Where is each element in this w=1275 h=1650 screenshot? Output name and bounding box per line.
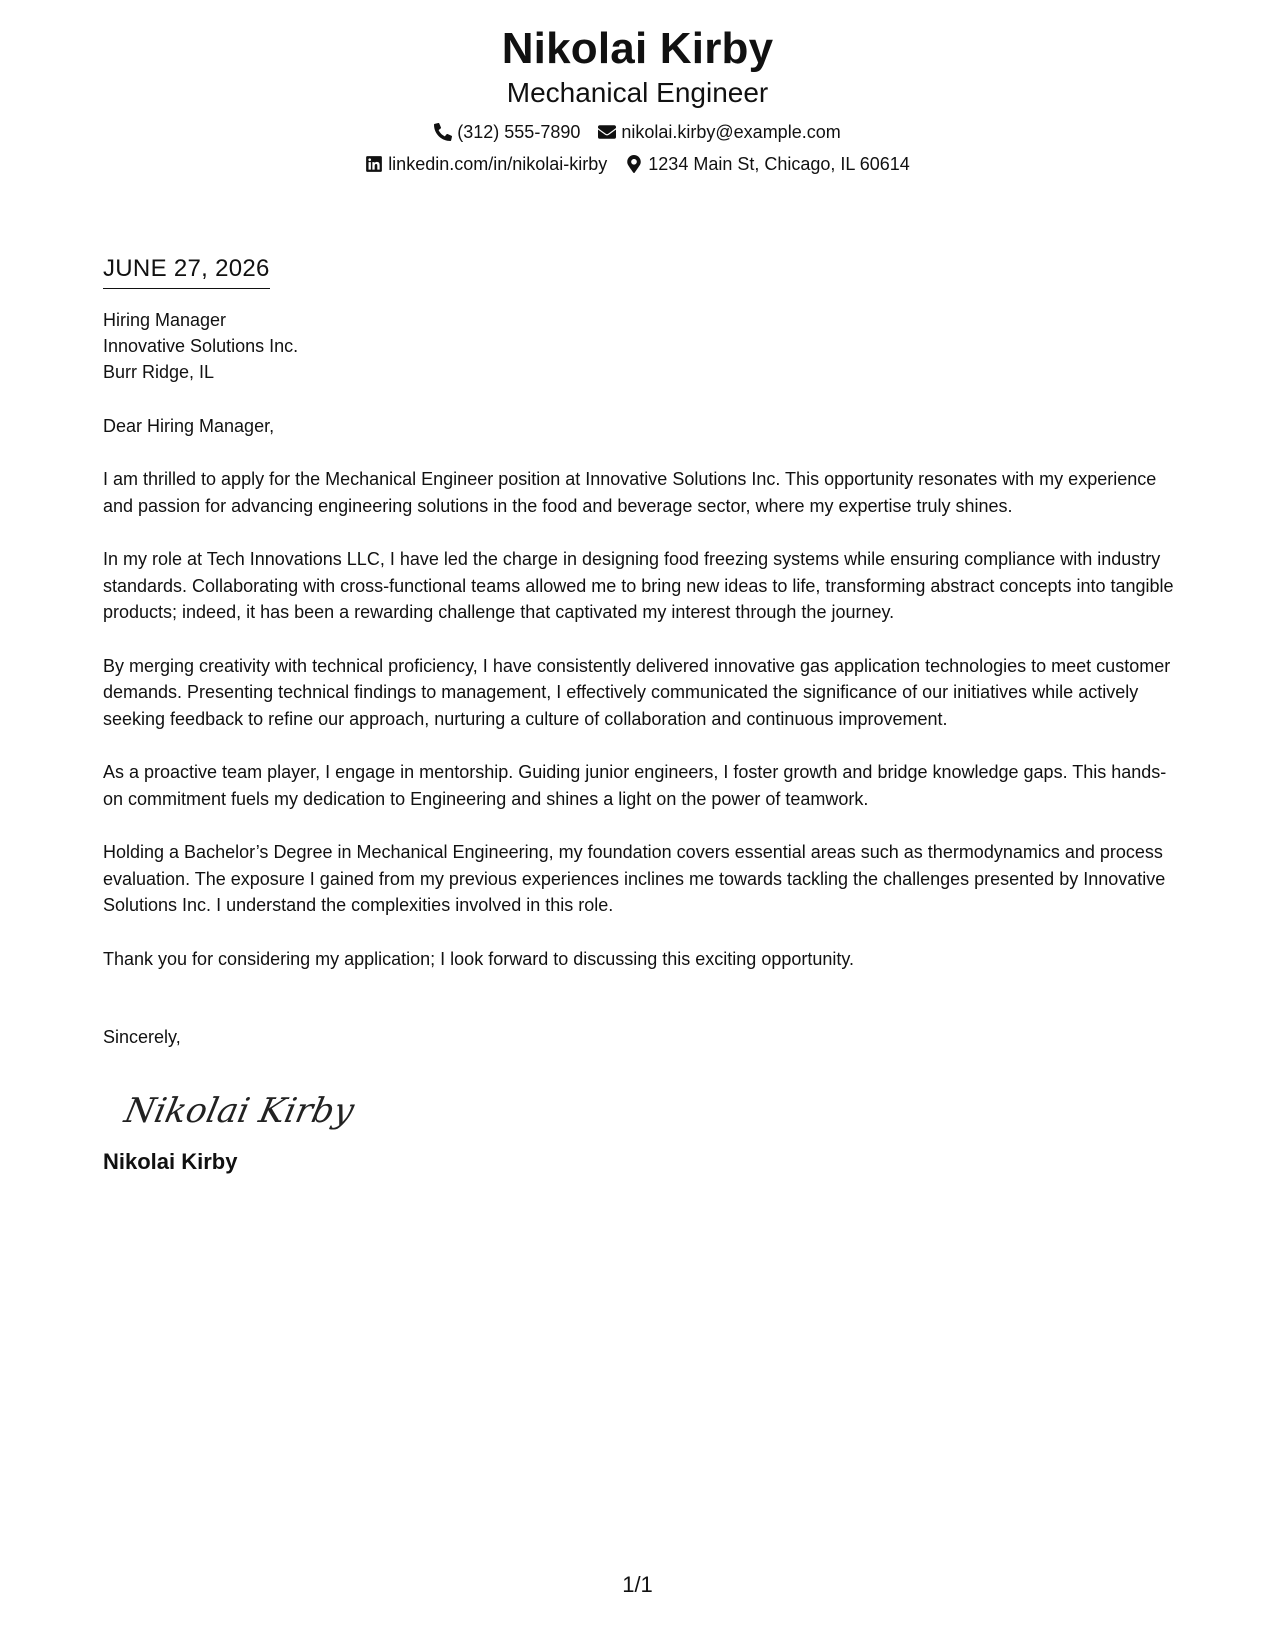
contact-row-2 [0, 152, 1275, 176]
page-number: 1/1 [622, 1572, 653, 1597]
body-paragraph: Thank you for considering my application; I look forward to discussing this exciting opportunity. [103, 948, 855, 969]
linkedin-url: linkedin.com/in/nikolai-kirby [388, 154, 608, 174]
closing: Sincerely, [103, 1027, 181, 1047]
recipient-line-title: Hiring Manager [103, 310, 227, 330]
contact-phone [434, 120, 580, 144]
contact-row-1 [0, 120, 1275, 144]
letter-header [0, 22, 1275, 176]
body-paragraph: As a proactive team player, I engage in mentorship. Guiding junior engineers, I foster growth and bridge knowledge gaps. This hands-on commitment fuels my dedication to Engineering and shines a light on the power of teamwork. [103, 762, 1167, 809]
envelope-icon [598, 123, 616, 141]
contact-linkedin [365, 152, 607, 176]
applicant-name: Nikolai Kirby [501, 24, 774, 73]
signature-glyphs: Nikolai Kirby [121, 1091, 358, 1131]
email-address: nikolai.kirby@example.com [621, 122, 841, 142]
recipient-block [103, 307, 1178, 385]
salutation: Dear Hiring Manager, [103, 416, 275, 436]
map-marker-icon [625, 155, 643, 173]
contact-address [625, 152, 910, 176]
recipient-line-location: Burr Ridge, IL [103, 362, 215, 382]
body-paragraph: I am thrilled to apply for the Mechanical Engineer position at Innovative Solutions Inc. This opportunity resonates with my experience and passion for advancing engineering solutions in the food and beverage sector, where my expertise truly shines. [103, 469, 1157, 516]
recipient-line-company: Innovative Solutions Inc. [103, 336, 299, 356]
handwritten-signature [121, 1084, 361, 1138]
signer-name: Nikolai Kirby [103, 1149, 238, 1174]
applicant-title: Mechanical Engineer [506, 77, 769, 108]
phone-icon [434, 123, 452, 141]
linkedin-icon [365, 155, 383, 173]
contact-email [598, 120, 840, 144]
phone-number: (312) 555-7890 [457, 122, 581, 142]
body-paragraph: In my role at Tech Innovations LLC, I have led the charge in designing food freezing systems while ensuring compliance with industry standards. Collaborating with cross-functional teams allowed me to bring new ideas to life, transforming abstract concepts into tangible products; indeed, it has been a rewarding challenge that captivated my interest through the journey. [103, 549, 1174, 622]
body-paragraph: Holding a Bachelor’s Degree in Mechanical Engineering, my foundation covers essential areas such as thermodynamics and process evaluation. The exposure I gained from my previous experiences inclines me towards tackling the challenges presented by Innovative Solutions Inc. I understand the complexities involved in this role. [103, 842, 1166, 915]
letter-body [103, 254, 1178, 1176]
letter-date: JUNE 27, 2026 [103, 254, 270, 289]
street-address: 1234 Main St, Chicago, IL 60614 [648, 154, 910, 174]
body-paragraph: By merging creativity with technical proficiency, I have consistently delivered innovative gas application technologies to meet customer demands. Presenting technical findings to management, I effectively communicated the significance of our initiatives while actively seeking feedback to refine our approach, nurturing a culture of collaboration and continuous improvement. [103, 655, 1171, 729]
